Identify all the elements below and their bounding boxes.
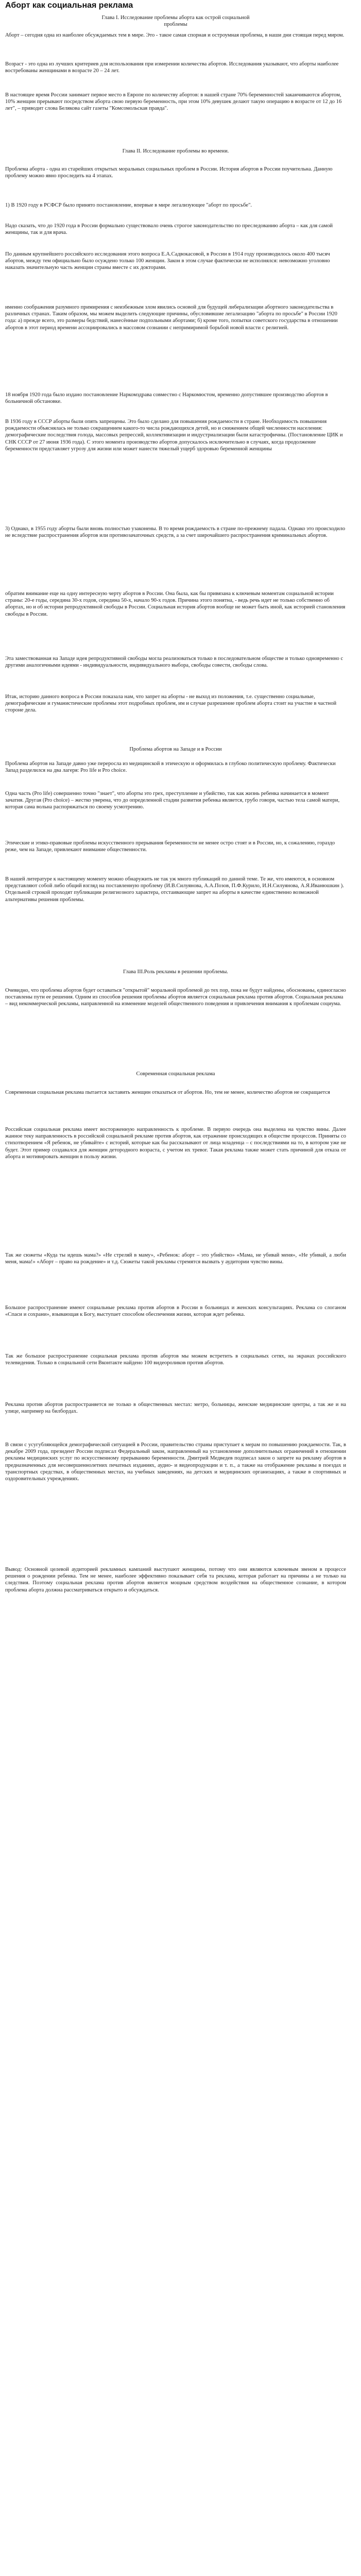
- paragraph: Реклама против абортов распространяется не только в общественных местах: метро, больницы, женские медицинские центры, а так же и на улице, например на билбордах.: [5, 1402, 346, 1415]
- chapter-2-heading: Глава II. Исследование проблемы во времени.: [122, 148, 229, 154]
- chapter-1-heading: Глава I. Исследование проблемы аборта как острой социальной проблемы: [101, 15, 250, 28]
- paragraph: обратим внимание еще на одну интересную черту абортов в России. Она была, как бы привязана к ключевым моментам социальной истории страны: 20-е годы, середина 30-х годов, середина 50-х, начало 90-х годов. Причина этого понятна, - ведь речь идет не только собственно об абортах, но и об истории репродуктивной свободы в России. Социальная история абортов вообще не может быть иной, как историей становления свободы в России.: [5, 591, 346, 617]
- paragraph: В связи с усугубляющейся демографической ситуацией в России, правительство страны приступает к мерам по повышению рождаемости. Так, в декабре 2009 года, президент России подписал Федеральный закон, направленный на установление дополнительных ограничений в отношении рекламы медицинских услуг по искусственному прерыванию беременности. Дмитрий Медведев подписал закон о запрете на рекламу абортов в предназначенных для несовершеннолетних печатных изданиях, аудио- и видеопродукции и т. п., а также на отображение рекламы в поездах и транспортных средствах, в общественных местах, на учебных заведениях, на детских и медицинских организациях, а также в спортивных и оздоровительных учреждениях.: [5, 1442, 346, 1482]
- paragraph: Одна часть (Pro life) совершенно точно "знает", что аборты это грех, преступление и убийство, так как жизнь ребенка начинается в момент зачатия. Другая (Pro choice) – жестко уверена, что до определенной стадии развития ребенка является, грубо говоря, частью тела самой матери, которая сама вольна распоряжаться по своему усмотрению.: [5, 791, 340, 810]
- paragraph: Итак, историю данного вопроса в России показала нам, что запрет на аборты - не выход из положения, т.е. существенно социальные, демографические и гуманистические проблемы этот подробных проблем, им и случае разрешение проблем аборта стоит на участие в частной стороне дела.: [5, 694, 337, 714]
- page-title: Аборт как социальная реклама: [5, 1, 133, 10]
- paragraph: Этические и этико-правовые проблемы искусственного прерывания беременности не менее остро стоят и в России, но, к сожалению, гораздо реже, чем на Западе, привлекают внимание общественности.: [5, 840, 335, 853]
- paragraph: 18 ноября 1920 года было издано постановление Наркомздрава совместно с Наркомюстом, временно допустившее производство абортов в больничной обстановке.: [5, 392, 328, 405]
- section-heading-modern-ads: Современная социальная реклама: [136, 1071, 215, 1077]
- paragraph: Эта замествованная на Западе идея репродуктивной свободы могла реализоваться только в последовательном обществе и только одновременно с другими аналогичными идеями - индивидуальности, индивидуального выбора, свободы совести, свободы слова.: [5, 656, 343, 669]
- paragraph: Вывод: Основной целевой аудиторией рекламных кампаний выступают женщины, потому что они являются ключевым звеном в процессе решения о рождении ребенка. Тем не менее, наиболее эффективно показывает себя та реклама, которая работает на причины а не только на следствия. Поэтому социальная реклама против абортов является мощным средством воздействия на общественное сознание, в котором проблема аборта должна рассматриваться открыто и обсуждаться.: [5, 1567, 346, 1593]
- paragraph: Проблема аборта - одна из старейших открытых моральных социальных проблем в России. История абортов в России поучительна. Данную проблему можно явно проследить на 4 этапах.: [5, 166, 333, 179]
- paragraph: Так же сюжеты «Куда ты идешь мама?» «Не стреляй в маму», «Ребенок: аборт – это убийство» «Мама, не убивай меня», «Не убивай, а люби меня, мама!» «Аборт – право на рождение» и т.д. Сюжеты такой рекламы стремятся вызвать у аудитории чувство вины.: [5, 1252, 346, 1265]
- paragraph: Надо сказать, что до 1920 года в России формально существовало очень строгое законодательство по преследованию аборта – как для самой женщины, так и для врача.: [5, 223, 333, 236]
- paragraph: В 1936 году в СССР аборты были опять запрещены. Это было сделано для повышения рождаемости в стране. Необходимость повышения рождаемости объяснялась не только сокращением какого-то числа рождающихся детей, но и снижением общей численности населения: демографические последствия голода, массовых репрессий, коллективизации и индустриализации были катастрофичны. (Постановление ЦИК и СНК СССР от 27 июня 1936 года). С этого момента производство абортов допускалось исключительно в случаях, когда продолжение беременности представляет угрозу для жизни или может нанести тяжелый ущерб здоровью беременной женщины: [5, 419, 343, 452]
- paragraph: В настоящее время России занимает первое место в Европе по количеству абортов: в нашей стране 70% беременностей заканчиваются абортом, 10% женщин прерывают посредством аборта свою первую беременность, при этом 10% девушек делают такую операцию в возрасте от 12 до 16 лет", – приводит слова Беляковa сайт газеты "Комсомольская правда".: [5, 92, 342, 112]
- paragraph: 3) Однако, в 1955 году аборты были вновь полностью узаконены. В то время рождаемость в стране по-прежнему падала. Однако это происходило не вследствие распространения абортов или противозачаточных средств, а за счет широчайшего распространения криминальных абортов.: [5, 526, 346, 539]
- paragraph: Российская социальная реклама имеет восторженную направленность к проблеме. В первую очередь она выделена на чувство вины. Далее жанное теку направленность в российской социальной рекламе против абортов, как отражение происходящих в обществе процессов. Приняты со стихотворением «Я ребенок, не убивайте» с историй, которые как бы рассказывают от лица младенца – с последствиями на то, в котором уже не будет. Этот пример создавался для женщин детородного возраста, с учетом их тревог. Такая реклама также может стать причиной для отказа от аборта и мотивировать женщин в пользу жизни.: [5, 1127, 346, 1160]
- paragraph: Очевидно, что проблема абортов будет оставаться "открытой" моральной проблемой до тех пор, пока не будут найдены, обоснованы, единогласно поставлены пути ее решения. Одним из способов решения проблемы абортов является социальная реклама против абортов. Социальная реклама – вид некоммерческой рекламы, направленной на изменение моделей общественного поведения и привлечения внимания к проблемам социума.: [5, 988, 346, 1007]
- paragraph: В нашей литературе к настоящему моменту можно обнаружить не так уж много публикаций по данной теме. Те же, что имеются, в основном представляют собой либо общий взгляд на поставленную проблему (И.В.Силуянова, А.А.Позов, П.Ф.Курило, И.Н.Силуянова, А.Я.Иванюшкин ). Отдельной строкой проходят публикации религиозного характера, отстаивающие запрет на аборты в качестве единственно возможной альтернативы решения проблемы.: [5, 876, 344, 903]
- paragraph: 1) В 1920 году в РСФСР было принято постановление, впервые в мире легализующее "аборт по просьбе".: [5, 202, 252, 208]
- paragraph: именно соображения разумного примирения с неизбежным злом явились основой для будущей либерализации абортного законодательства в различных странах. Таким образом, мы можем выделить следующие причины, обусловившие легализацию "аборта по просьбе" в России 1920 года: а) прежде всего, это размеры бедствий, нанесённые подпольными абортами; б) кроме того, попытки советского государства в отношении абортов в этот период времени ассоциировались в массовом сознании с непримиримой борьбой новой власти с религией.: [5, 304, 338, 331]
- paragraph: Возраст - это одна из лучших критериев для использования при измерении количества абортов. Исследования указывают, что аборты наиболее востребованы женщинами в возрасте 20 – 24 лет.: [5, 61, 339, 74]
- section-heading-west-russia: Проблема абортов на Западе и в России: [129, 747, 222, 752]
- paragraph: Большое распространение имеют социальные реклама против абортов в России в больницах и женских консультациях. Реклама со слоганом «Спаси и сохрани», взывающая к Богу, выступает способом обеспечения жизни, которая ждет ребенка.: [5, 1305, 346, 1318]
- paragraph: По данным крупнейшего российского исследования этого вопроса Е.А.Садвокасовой, в России в 1914 году производилось около 400 тысяч абортов, между тем официально было осуждено только 100 женщин. Закон в этом случае фактически не исполнялся: невозможно уголовно наказать значительную часть женщин страны вместе с их докторами.: [5, 251, 330, 271]
- paragraph: Современная социальная реклама пытается заставить женщин отказаться от абортов. Но, тем не менее, количество абортов не сокращается: [5, 1090, 330, 1095]
- chapter-3-heading: Глава III.Роль рекламы в решении проблемы.: [123, 969, 228, 975]
- paragraph: Так же большое распространение социальная реклама против абортов мы можем встретить в социальных сетях, на экранах российского телевидения. Только в социальной сети Вконтакте найдено 100 видеороликов против абортов.: [5, 1353, 346, 1366]
- paragraph: Проблема абортов на Западе давно уже переросла из медицинской в этическую и оформилась в глубоко политическую проблему. Фактически Запад разделился на два лагеря: Pro life и Pro choice.: [5, 761, 336, 774]
- paragraph: Аборт – сегодня одна из наиболее обсуждаемых тем в мире. Это - такое самая спорная и остроумная проблема, в наши дни стоящая перед миром.: [5, 32, 345, 38]
